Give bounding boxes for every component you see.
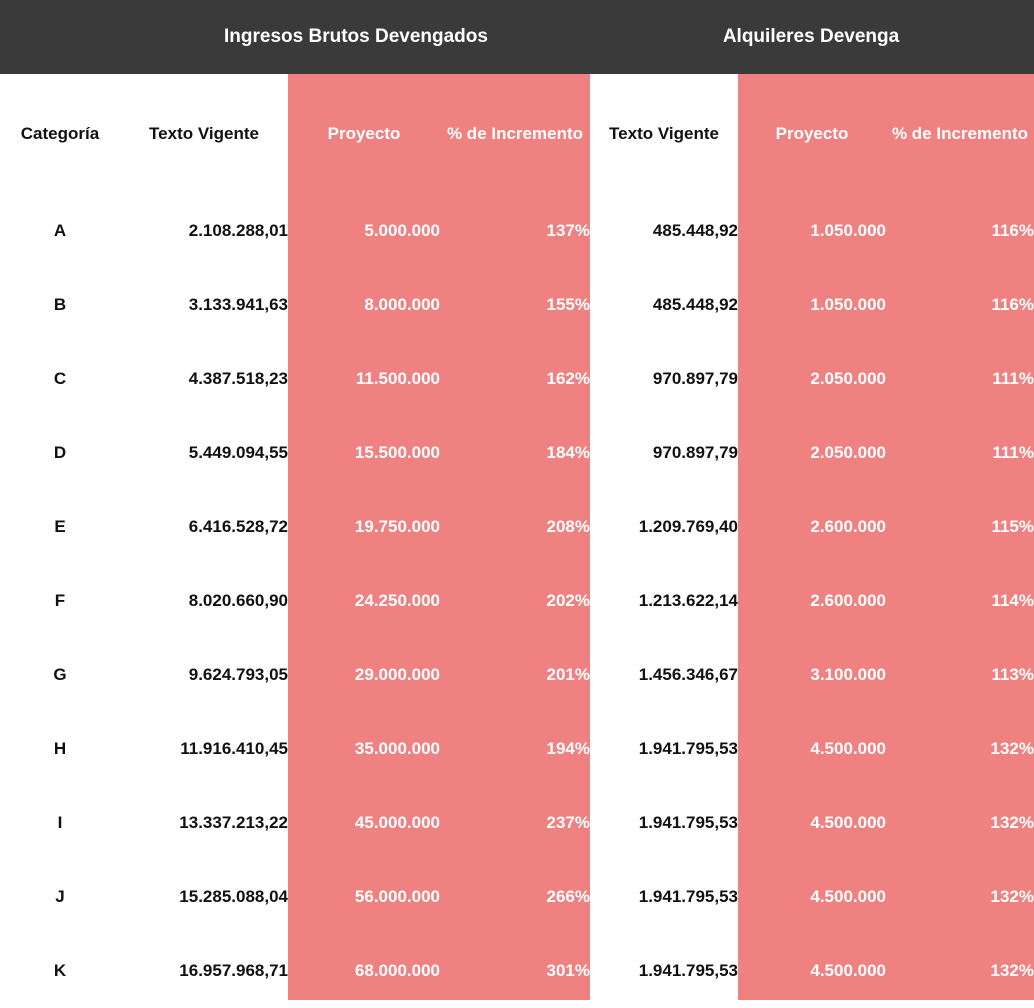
column-header-proyecto-1: Proyecto	[327, 124, 401, 144]
cell-incremento-2: 114%	[991, 591, 1034, 610]
cell-proyecto-1: 56.000.000	[354, 887, 440, 906]
cell-incremento-2: 132%	[990, 961, 1034, 980]
table-row	[0, 268, 1034, 342]
cell-proyecto-2: 1.050.000	[810, 221, 886, 240]
table-row	[0, 638, 1034, 712]
cell-incremento-1: 202%	[546, 591, 590, 610]
cell-texto-vigente-2: 1.941.795,53	[638, 739, 738, 758]
table-header-row	[0, 74, 1034, 194]
cell-proyecto-2: 3.100.000	[810, 665, 886, 684]
column-header-incremento-2: % de Incremento	[891, 124, 1029, 144]
table-row	[0, 564, 1034, 638]
cell-texto-vigente-2: 1.941.795,53	[638, 813, 738, 832]
cell-texto-vigente-2: 970.897,79	[652, 369, 738, 388]
cell-categoria: K	[53, 961, 67, 980]
cell-proyecto-2: 1.050.000	[810, 295, 886, 314]
column-header-categoria: Categoría	[20, 124, 100, 144]
cell-texto-vigente-1: 8.020.660,90	[188, 591, 288, 610]
cell-incremento-1: 184%	[546, 443, 590, 462]
cell-incremento-1: 155%	[546, 295, 590, 314]
cell-incremento-1: 162%	[546, 369, 590, 388]
cell-incremento-2: 113%	[991, 665, 1034, 684]
cell-categoria: G	[53, 665, 67, 684]
cell-texto-vigente-1: 5.449.094,55	[188, 443, 288, 462]
table-row	[0, 712, 1034, 786]
cell-categoria: D	[53, 443, 67, 462]
cell-proyecto-1: 68.000.000	[354, 961, 440, 980]
cell-incremento-2: 111%	[992, 443, 1034, 462]
cell-texto-vigente-2: 1.209.769,40	[638, 517, 738, 536]
cell-incremento-2: 132%	[990, 739, 1034, 758]
cell-proyecto-1: 5.000.000	[364, 221, 440, 240]
cell-incremento-2: 132%	[990, 813, 1034, 832]
cell-proyecto-1: 29.000.000	[354, 665, 440, 684]
cell-texto-vigente-2: 1.213.622,14	[638, 591, 738, 610]
table-row	[0, 194, 1034, 268]
cell-incremento-2: 116%	[991, 295, 1034, 314]
cell-categoria: B	[53, 295, 67, 314]
cell-texto-vigente-2: 1.941.795,53	[638, 961, 738, 980]
cell-proyecto-2: 4.500.000	[810, 887, 886, 906]
cell-incremento-1: 137%	[546, 221, 590, 240]
column-header-texto-vigente-1: Texto Vigente	[149, 124, 259, 144]
section-title-ingresos-brutos: Ingresos Brutos Devengados	[224, 26, 488, 47]
cell-incremento-2: 115%	[991, 517, 1034, 536]
cell-incremento-1: 266%	[546, 887, 590, 906]
cell-categoria: C	[53, 369, 67, 388]
cell-proyecto-2: 4.500.000	[810, 961, 886, 980]
table-row	[0, 860, 1034, 934]
cell-proyecto-2: 2.050.000	[810, 369, 886, 388]
cell-incremento-2: 116%	[991, 221, 1034, 240]
cell-proyecto-1: 15.500.000	[354, 443, 440, 462]
table-row	[0, 934, 1034, 1008]
cell-categoria: A	[53, 221, 67, 240]
cell-proyecto-1: 35.000.000	[354, 739, 440, 758]
cell-proyecto-2: 2.600.000	[810, 517, 886, 536]
cell-incremento-2: 132%	[990, 887, 1034, 906]
cell-categoria: I	[57, 813, 63, 832]
cell-proyecto-1: 8.000.000	[364, 295, 440, 314]
cell-proyecto-1: 11.500.000	[355, 369, 440, 388]
column-header-texto-vigente-2: Texto Vigente	[609, 124, 719, 144]
table-row	[0, 786, 1034, 860]
cell-texto-vigente-1: 13.337.213,22	[179, 813, 288, 832]
cell-texto-vigente-2: 1.941.795,53	[638, 887, 738, 906]
cell-proyecto-2: 2.600.000	[810, 591, 886, 610]
data-table	[0, 74, 1034, 1008]
cell-texto-vigente-2: 1.456.346,67	[638, 665, 738, 684]
cell-texto-vigente-1: 6.416.528,72	[188, 517, 288, 536]
cell-incremento-2: 111%	[992, 369, 1034, 388]
cell-texto-vigente-1: 11.916.410,45	[180, 739, 288, 758]
cell-texto-vigente-1: 2.108.288,01	[188, 221, 288, 240]
cell-incremento-1: 201%	[546, 665, 590, 684]
column-header-incremento-1: % de Incremento	[446, 124, 584, 144]
cell-texto-vigente-1: 15.285.088,04	[179, 887, 288, 906]
cell-texto-vigente-1: 9.624.793,05	[188, 665, 288, 684]
section-band	[0, 0, 1034, 74]
table-row	[0, 416, 1034, 490]
table-row	[0, 490, 1034, 564]
cell-categoria: E	[54, 517, 66, 536]
section-title-alquileres: Alquileres Devenga	[722, 26, 900, 47]
cell-texto-vigente-1: 16.957.968,71	[179, 961, 288, 980]
cell-texto-vigente-2: 485.448,92	[652, 221, 738, 240]
cell-incremento-1: 194%	[546, 739, 590, 758]
cell-categoria: F	[54, 591, 66, 610]
cell-proyecto-2: 4.500.000	[810, 739, 886, 758]
cell-categoria: J	[55, 887, 65, 906]
cell-proyecto-1: 45.000.000	[354, 813, 440, 832]
cell-incremento-1: 237%	[546, 813, 590, 832]
cell-proyecto-1: 24.250.000	[354, 591, 440, 610]
table-body	[0, 194, 1034, 1008]
cell-incremento-1: 301%	[546, 961, 590, 980]
cell-texto-vigente-2: 970.897,79	[652, 443, 738, 462]
table-row	[0, 342, 1034, 416]
cell-categoria: H	[53, 739, 67, 758]
cell-proyecto-2: 2.050.000	[810, 443, 886, 462]
cell-texto-vigente-1: 3.133.941,63	[188, 295, 288, 314]
cell-texto-vigente-1: 4.387.518,23	[188, 369, 288, 388]
cell-proyecto-2: 4.500.000	[810, 813, 886, 832]
column-header-proyecto-2: Proyecto	[775, 124, 849, 144]
cell-proyecto-1: 19.750.000	[354, 517, 440, 536]
cell-texto-vigente-2: 485.448,92	[652, 295, 738, 314]
cell-incremento-1: 208%	[546, 517, 590, 536]
